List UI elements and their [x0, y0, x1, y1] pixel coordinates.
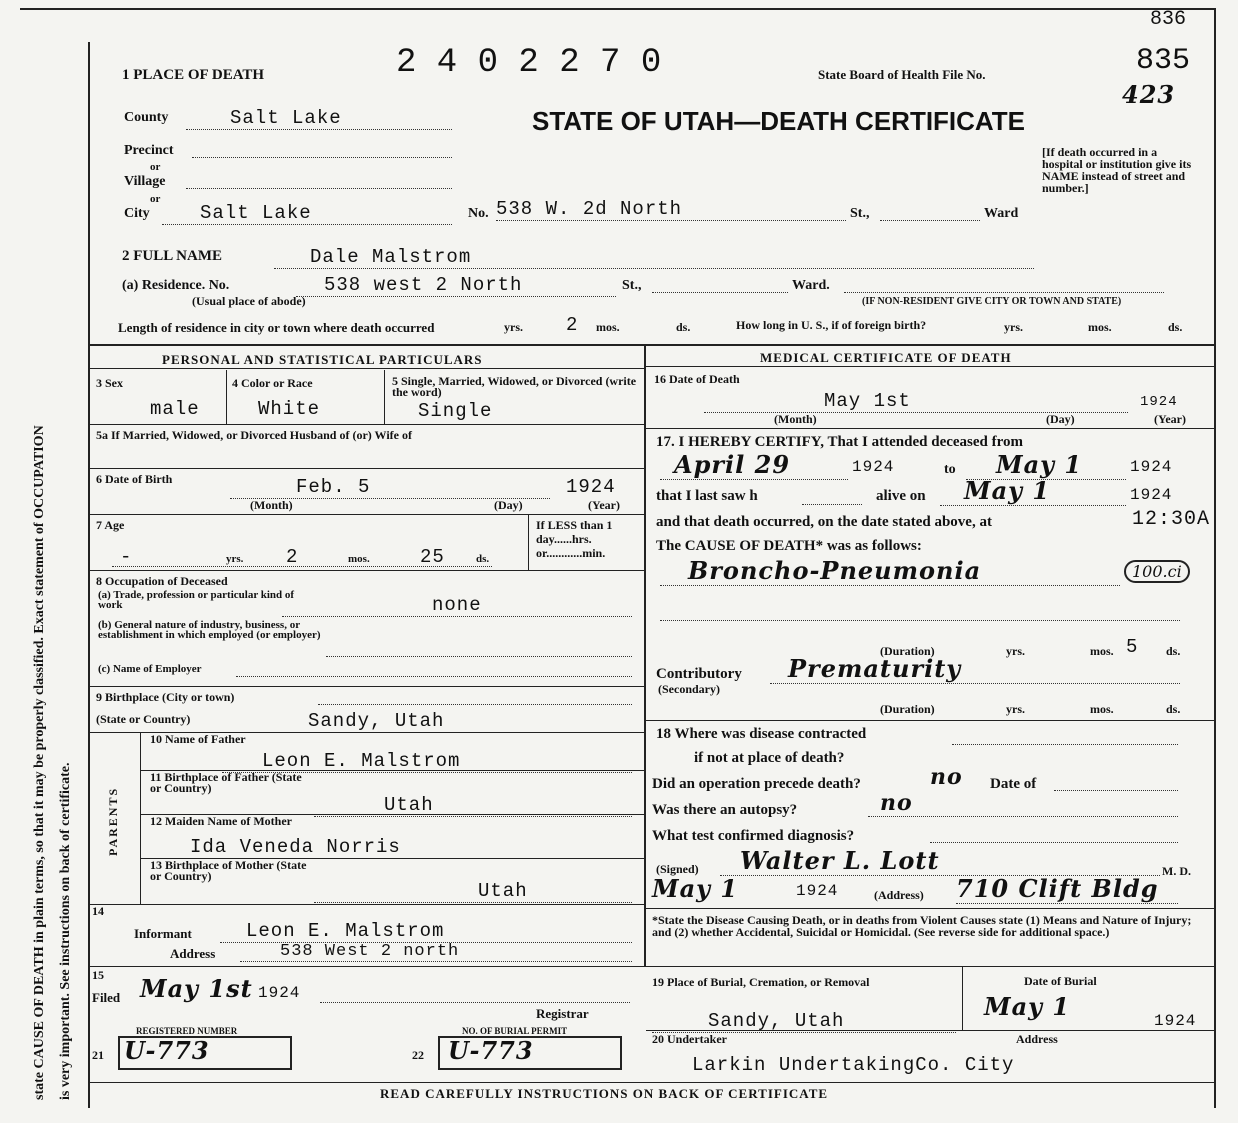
ward-label: Ward: [984, 206, 1019, 221]
frame-top: [20, 8, 1216, 10]
mother-label: 12 Maiden Name of Mother: [150, 814, 292, 828]
cause-extra-line: [660, 620, 1180, 621]
street-value: 538 W. 2d North: [496, 198, 846, 221]
age-ds-label: ds.: [476, 553, 490, 565]
autopsy-label: Was there an autopsy?: [652, 802, 798, 818]
certify-from-year: 1924: [852, 458, 895, 476]
operation-label: Did an operation precede death?: [652, 776, 861, 792]
test-line: [930, 842, 1178, 843]
age-yrs: -: [120, 546, 133, 568]
alive-on-year: 1924: [1130, 486, 1173, 504]
race-divider: [384, 370, 385, 424]
length-yrs: yrs.: [504, 320, 523, 334]
birthplace-value: Sandy, Utah: [230, 710, 632, 733]
row8-line: [90, 686, 644, 687]
filed-year: 1924: [258, 984, 301, 1002]
margin-instruction-line1: state CAUSE OF DEATH in plain terms, so that it may be properly classified. Exact statement of OCCUPATION: [32, 425, 47, 1100]
residence-sub: (Usual place of abode): [192, 294, 306, 308]
precinct-label: Precinct: [124, 143, 174, 158]
dob-month-label: (Month): [250, 498, 293, 512]
or-2: or: [150, 193, 161, 205]
age-line: [112, 566, 492, 567]
q18-line: [952, 744, 1178, 745]
residence-ward-line: [652, 292, 788, 293]
last-saw-label: that I last saw h: [656, 488, 758, 504]
hospital-note: [If death occurred in a hospital or institution give its NAME instead of street and number.]: [1042, 145, 1192, 195]
length-mos-label: mos.: [596, 320, 620, 334]
row19-line: [646, 1030, 1214, 1031]
serial-number: 2 4 0 2 2 7 0: [396, 44, 662, 82]
q18-label: 18 Where was disease contracted: [656, 726, 867, 742]
column-divider: [644, 346, 646, 966]
burial-place-value: Sandy, Utah: [652, 1010, 956, 1033]
alive-on-value: May 1: [940, 476, 1126, 506]
age-ds: 25: [420, 546, 445, 568]
footnote: *State the Disease Causing Death, or in deaths from Violent Causes state (1) Means and Nature of Injury; and (2) whether Accidental, Suicidal or Homicidal. (See reverse side for additional space.): [652, 913, 1192, 939]
undertaker-value: Larkin UndertakingCo. City: [692, 1054, 1015, 1076]
row7-line: [90, 570, 644, 571]
duration-ds-2: ds.: [1166, 702, 1181, 716]
registered-number-value: U-773: [124, 1036, 210, 1065]
birthplace-city-line: [318, 704, 632, 705]
marital-value: Single: [418, 400, 493, 422]
date-of-line: [1054, 790, 1178, 791]
or-1: or: [150, 161, 161, 173]
footer-line: [90, 1082, 1214, 1083]
dod-year: 1924: [1140, 394, 1178, 410]
footer-instruction: READ CAREFULLY INSTRUCTIONS ON BACK OF CERTIFICATE: [380, 1086, 829, 1101]
sex-label: 3 Sex: [96, 376, 123, 390]
section-top-line: [90, 344, 1214, 346]
signature-date: May 1: [652, 874, 739, 903]
less-label: If LESS than 1 day......hrs. or............min.: [536, 518, 613, 560]
medical-heading-line: [646, 366, 1214, 367]
burial-date-label: Date of Burial: [1024, 974, 1097, 988]
duration-ds-value: 5: [1126, 636, 1139, 658]
duration-mos-2: mos.: [1090, 702, 1114, 716]
dob-month: Feb. 5: [230, 476, 550, 499]
length-label: Length of residence in city or town where death occurred: [118, 320, 435, 335]
residence-ward-fill: [844, 292, 1164, 293]
nonresident-note: (IF NON-RESIDENT GIVE CITY OR TOWN AND STATE): [862, 296, 1122, 307]
race-value: White: [258, 398, 321, 420]
parents-side-divider: [140, 732, 141, 904]
row5a-line: [90, 468, 644, 469]
registrar-line: [320, 1002, 630, 1003]
sex-value: male: [150, 398, 200, 420]
mother-bp-label: 13 Birthplace of Mother (State or Country): [150, 858, 307, 883]
dob-day-label: (Day): [494, 498, 523, 512]
length-mos-value: 2: [566, 314, 579, 336]
filed-label: Filed: [92, 990, 121, 1005]
occupation-b-line: [326, 656, 632, 657]
duration-yrs-2: yrs.: [1006, 702, 1025, 716]
burial-divider: [962, 966, 963, 1030]
personal-heading: PERSONAL AND STATISTICAL PARTICULARS: [162, 352, 483, 367]
file-label: State Board of Health File No.: [818, 67, 986, 82]
less-divider: [528, 514, 529, 570]
dod-month-label: (Month): [774, 412, 817, 426]
city-label: City: [124, 206, 150, 221]
burial-permit-label: NO. OF BURIAL PERMIT: [462, 1026, 568, 1036]
cause-code: 100.ci: [1124, 560, 1190, 583]
contributory-value: Prematurity: [770, 654, 1180, 684]
informant-address-value: 538 West 2 north: [240, 942, 632, 962]
q18b-label: if not at place of death?: [694, 750, 845, 766]
father-bp-value: Utah: [314, 794, 632, 817]
certify-to-label: to: [944, 462, 956, 477]
occupation-label: 8 Occupation of Deceased: [96, 574, 228, 588]
duration-yrs-1: yrs.: [1006, 644, 1025, 658]
undertaker-address-label: Address: [1016, 1032, 1058, 1046]
file-handwritten: 423: [1122, 80, 1176, 109]
row6-line: [90, 514, 644, 515]
certify-from: April 29: [660, 450, 848, 480]
corner-number: 836: [1150, 8, 1187, 31]
mother-value: Ida Veneda Norris: [176, 836, 632, 859]
dob-label: 6 Date of Birth: [96, 472, 173, 486]
occupation-c-label: (c) Name of Employer: [98, 663, 202, 675]
burial-permit-value: U-773: [448, 1036, 534, 1065]
dob-year: 1924: [566, 476, 616, 498]
last-saw-line: [802, 504, 862, 505]
row17-line: [646, 720, 1214, 721]
date-of-label: Date of: [990, 776, 1037, 792]
foreign-ds: ds.: [1168, 320, 1183, 334]
margin-instruction-line2: is very important. See instructions on back of certificate.: [58, 762, 73, 1100]
occupation-c-line: [236, 676, 632, 677]
certify-to: May 1: [966, 450, 1126, 480]
village-label: Village: [124, 174, 166, 189]
length-ds: ds.: [676, 320, 691, 334]
dod-label: 16 Date of Death: [654, 372, 740, 386]
sex-divider: [226, 370, 227, 424]
registered-number-label: REGISTERED NUMBER: [136, 1026, 238, 1036]
village-line: [186, 188, 452, 189]
father-bp-label: 11 Birthplace of Father (State or Country): [150, 770, 302, 795]
undertaker-label: 20 Undertaker: [652, 1032, 727, 1046]
burial-date-value: May 1: [984, 992, 1071, 1021]
age-label: 7 Age: [96, 518, 125, 532]
mother-bp-value: Utah: [314, 880, 632, 903]
signed-label: (Signed): [656, 862, 699, 876]
cause-value: Broncho-Pneumonia: [660, 556, 1120, 586]
street-no-label: No.: [468, 206, 489, 221]
certificate-title: STATE OF UTAH—DEATH CERTIFICATE: [532, 106, 1025, 136]
st-label: St.,: [850, 206, 870, 221]
county-value: Salt Lake: [186, 107, 452, 130]
birthplace-label: 9 Birthplace (City or town): [96, 690, 235, 704]
row16-line: [646, 428, 1214, 429]
marital-label: 5 Single, Married, Widowed, or Divorced (write the word): [392, 374, 637, 399]
md-label: M. D.: [1162, 864, 1191, 878]
cause-label: The CAUSE OF DEATH* was as follows:: [656, 538, 922, 554]
informant-address-label: Address: [170, 946, 216, 961]
occupation-value: none: [282, 594, 632, 617]
signer-value: Walter L. Lott: [720, 846, 1160, 876]
burial-place-label: 19 Place of Burial, Cremation, or Removal: [652, 975, 870, 989]
row18-line: [646, 908, 1214, 909]
duration-label-2: (Duration): [880, 702, 935, 716]
informant-value: Leon E. Malstrom: [220, 920, 632, 943]
personal-heading-line: [90, 368, 644, 369]
operation-value: no: [930, 764, 963, 790]
foreign-mos: mos.: [1088, 320, 1112, 334]
occurred-label: and that death occurred, on the date stated above, at: [656, 514, 992, 530]
signature-address-label: (Address): [874, 888, 924, 902]
full-name-label: 2 FULL NAME: [122, 248, 223, 264]
dob-year-label: (Year): [588, 498, 620, 512]
registered-number-field: 21: [92, 1048, 104, 1062]
duration-label-1: (Duration): [880, 644, 935, 658]
row14-line: [90, 966, 1214, 967]
autopsy-value: no: [880, 790, 913, 816]
certify-label: 17. I HEREBY CERTIFY, That I attended deceased from: [656, 434, 1024, 450]
foreign-label: How long in U. S., if of foreign birth?: [736, 318, 927, 332]
age-mos-label: mos.: [348, 553, 370, 565]
residence-value: 538 west 2 North: [296, 274, 616, 297]
burial-permit-field: 22: [412, 1048, 424, 1062]
age-yrs-label: yrs.: [226, 553, 244, 565]
autopsy-line: [868, 816, 1178, 817]
father-value: Leon E. Malstrom: [222, 750, 632, 773]
registrar-label: Registrar: [536, 1006, 589, 1021]
parents-vertical-label: PARENTS: [106, 786, 120, 856]
medical-heading: MEDICAL CERTIFICATE OF DEATH: [760, 350, 1012, 365]
ward-line: [880, 220, 980, 221]
duration-mos-1: mos.: [1090, 644, 1114, 658]
residence-label: (a) Residence. No.: [122, 278, 230, 293]
file-number: 835: [1136, 44, 1191, 78]
precinct-line: [192, 157, 452, 158]
frame-right: [1214, 8, 1216, 1108]
occurred-time: 12:30A: [1132, 508, 1211, 531]
residence-ward-label: Ward.: [792, 278, 830, 293]
informant-num: 14: [92, 904, 104, 918]
row3-line: [90, 424, 644, 425]
informant-label: Informant: [134, 926, 192, 941]
race-label: 4 Color or Race: [232, 376, 313, 390]
signature-address-value: 710 Clift Bldg: [956, 874, 1178, 904]
spouse-label: 5a If Married, Widowed, or Divorced Husband of (or) Wife of: [96, 428, 412, 442]
city-value: Salt Lake: [162, 202, 452, 225]
father-label: 10 Name of Father: [150, 732, 246, 746]
signature-year: 1924: [796, 882, 839, 900]
age-mos: 2: [286, 546, 299, 568]
birthplace-state-label: (State or Country): [96, 712, 191, 726]
dod-value: May 1st: [704, 390, 1128, 413]
dod-year-label: (Year): [1154, 412, 1186, 426]
dod-day-label: (Day): [1046, 412, 1075, 426]
foreign-yrs: yrs.: [1004, 320, 1023, 334]
occupation-a-label: (a) Trade, profession or particular kind of work: [98, 589, 295, 611]
residence-st-label: St.,: [622, 278, 642, 293]
alive-on-label: alive on: [876, 488, 926, 504]
certify-to-year: 1924: [1130, 458, 1173, 476]
frame-left: [88, 42, 90, 1108]
row13-line: [90, 904, 644, 905]
full-name-value: Dale Malstrom: [274, 246, 1034, 269]
place-of-death-heading: 1 PLACE OF DEATH: [122, 67, 265, 83]
secondary-label: (Secondary): [658, 682, 720, 696]
occupation-b-label: (b) General nature of industry, business, or establishment in which employed (or employer): [98, 619, 321, 641]
contributory-label: Contributory: [656, 666, 742, 682]
test-label: What test confirmed diagnosis?: [652, 828, 855, 844]
filed-value: May 1st: [140, 974, 253, 1003]
burial-year: 1924: [1154, 1012, 1197, 1030]
filed-num: 15: [92, 968, 104, 982]
duration-ds-1: ds.: [1166, 644, 1181, 658]
county-label: County: [124, 110, 169, 125]
